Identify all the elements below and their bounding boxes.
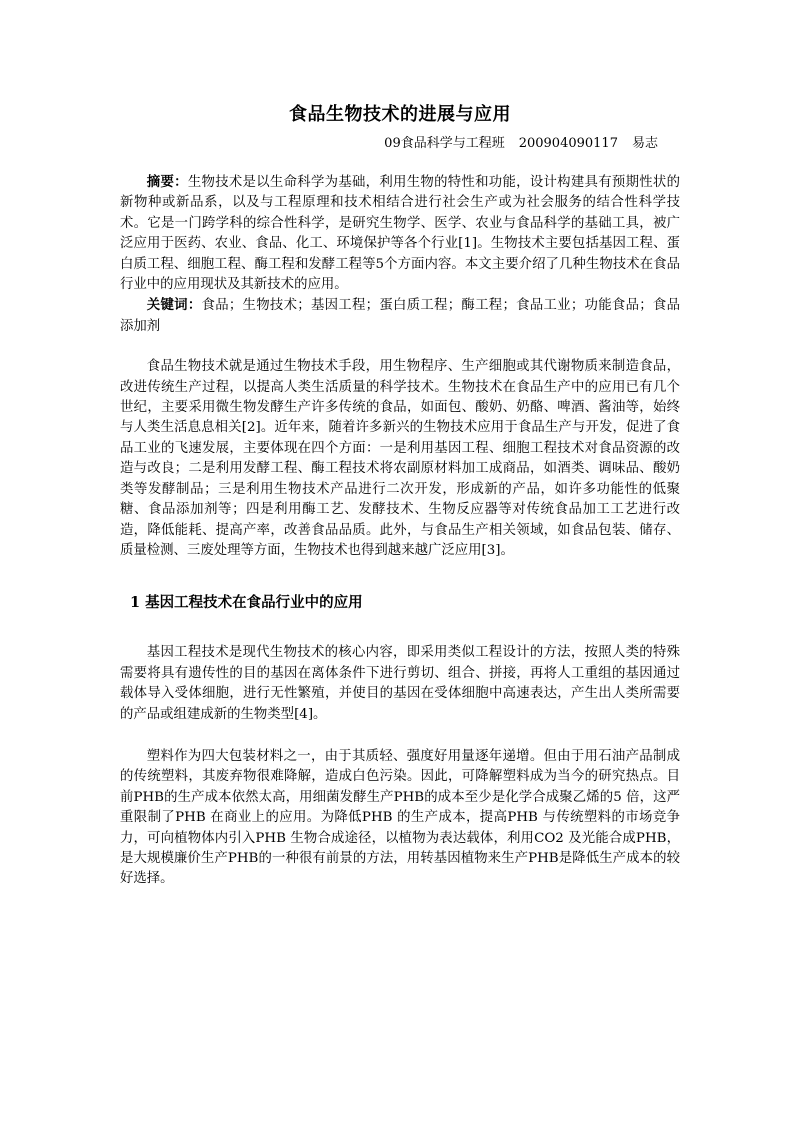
keywords-label: 关键词： <box>146 297 202 314</box>
section-paragraph: 塑料作为四大包装材料之一，由于其质轻、强度好用量逐年递增。但由于用石油产品制成的传统塑料，其废弃物很难降解，造成白色污染。因此，可降解塑料成为当今的研究热点。目前PHB的生产成本依然太高，用细菌发酵生产PHB的成本至少是化学合成聚乙烯的5 倍，这严重限制了PHB 在商业上的应用。为降低PHB 的生产成本，提高PHB 与传统塑料的市场竞争力，可向植物体内引入PHB 生物合成途径，以植物为表达载体，利用CO2 及光能合成PHB，是大规模廉价生产PHB的一种很有前景的方法，用转基因植物来生产PHB是降低生产成本的较好选择。 <box>120 748 680 887</box>
class-name: 09食品科学与工程班 <box>384 136 505 151</box>
abstract-paragraph <box>120 172 680 295</box>
keywords-paragraph <box>120 295 680 337</box>
section-paragraph: 基因工程技术是现代生物技术的核心内容，即采用类似工程设计的方法，按照人类的特殊需要将具有遗传性的目的基因在离体条件下进行剪切、组合、拼接，再将人工重组的基因通过载体导入受体细胞，进行无性繁殖，并使目的基因在受体细胞中高速表达，产生出人类所需要的产品或组建成新的生物类型[4]。 <box>120 645 680 722</box>
abstract-text: 生物技术是以生命科学为基础，利用生物的特性和功能，设计构建具有预期性状的新物种或新品系，以及与工程原理和技术相结合进行社会生产或为社会服务的结合性科学技术。它是一门跨学科的综合性科学，是研究生物学、医学、农业与食品科学的基础工具，被广泛应用于医药、农业、食品、化工、环境保护等各个行业[1]。生物技术主要包括基因工程、蛋白质工程、细胞工程、酶工程和发酵工程等5个方面内容。本文主要介绍了几种生物技术在食品行业中的应用现状及其新技术的应用。 <box>120 175 681 293</box>
document-title: 食品生物技术的进展与应用 <box>289 104 511 125</box>
author-name: 易志 <box>631 136 658 151</box>
intro-paragraph: 食品生物技术就是通过生物技术手段，用生物程序、生产细胞或其代谢物质来制造食品，改进传统生产过程，以提高人类生活质量的科学技术。生物技术在食品生产中的应用已有几个世纪，主要采用微生物发酵生产许多传统的食品，如面包、酸奶、奶酪、啤酒、酱油等，始终与人类生活息息相关[2]。近年来，随着许多新兴的生物技术应用于食品生产与开发，促进了食品工业的飞速发展，主要体现在四个方面：一是利用基因工程、细胞工程技术对食品资源的改造与改良；二是利用发酵工程、酶工程技术将农副原材料加工成商品，如酒类、调味品、酸奶类等发酵制品；三是利用生物技术产品进行二次开发，形成新的产品，如许多功能性的低聚糖、食品添加剂等；四是利用酶工艺、发酵技术、生物反应器等对传统食品加工工艺进行改造，降低能耗、提高产率，改善食品品质。此外，与食品生产相关领域，如食品包装、储存、质量检测、三废处理等方面，生物技术也得到越来越广泛应用[3]。 <box>120 359 680 558</box>
abstract-label: 摘要： <box>146 174 188 190</box>
keywords-text: 食品；生物技术；基因工程；蛋白质工程；酶工程；食品工业；功能食品；食品添加剂 <box>120 298 680 334</box>
author-line <box>120 130 658 158</box>
section-heading: 1 基因工程技术在食品行业中的应用 <box>130 594 363 612</box>
document-content <box>120 100 680 890</box>
student-id: 200904090117 <box>518 136 618 151</box>
